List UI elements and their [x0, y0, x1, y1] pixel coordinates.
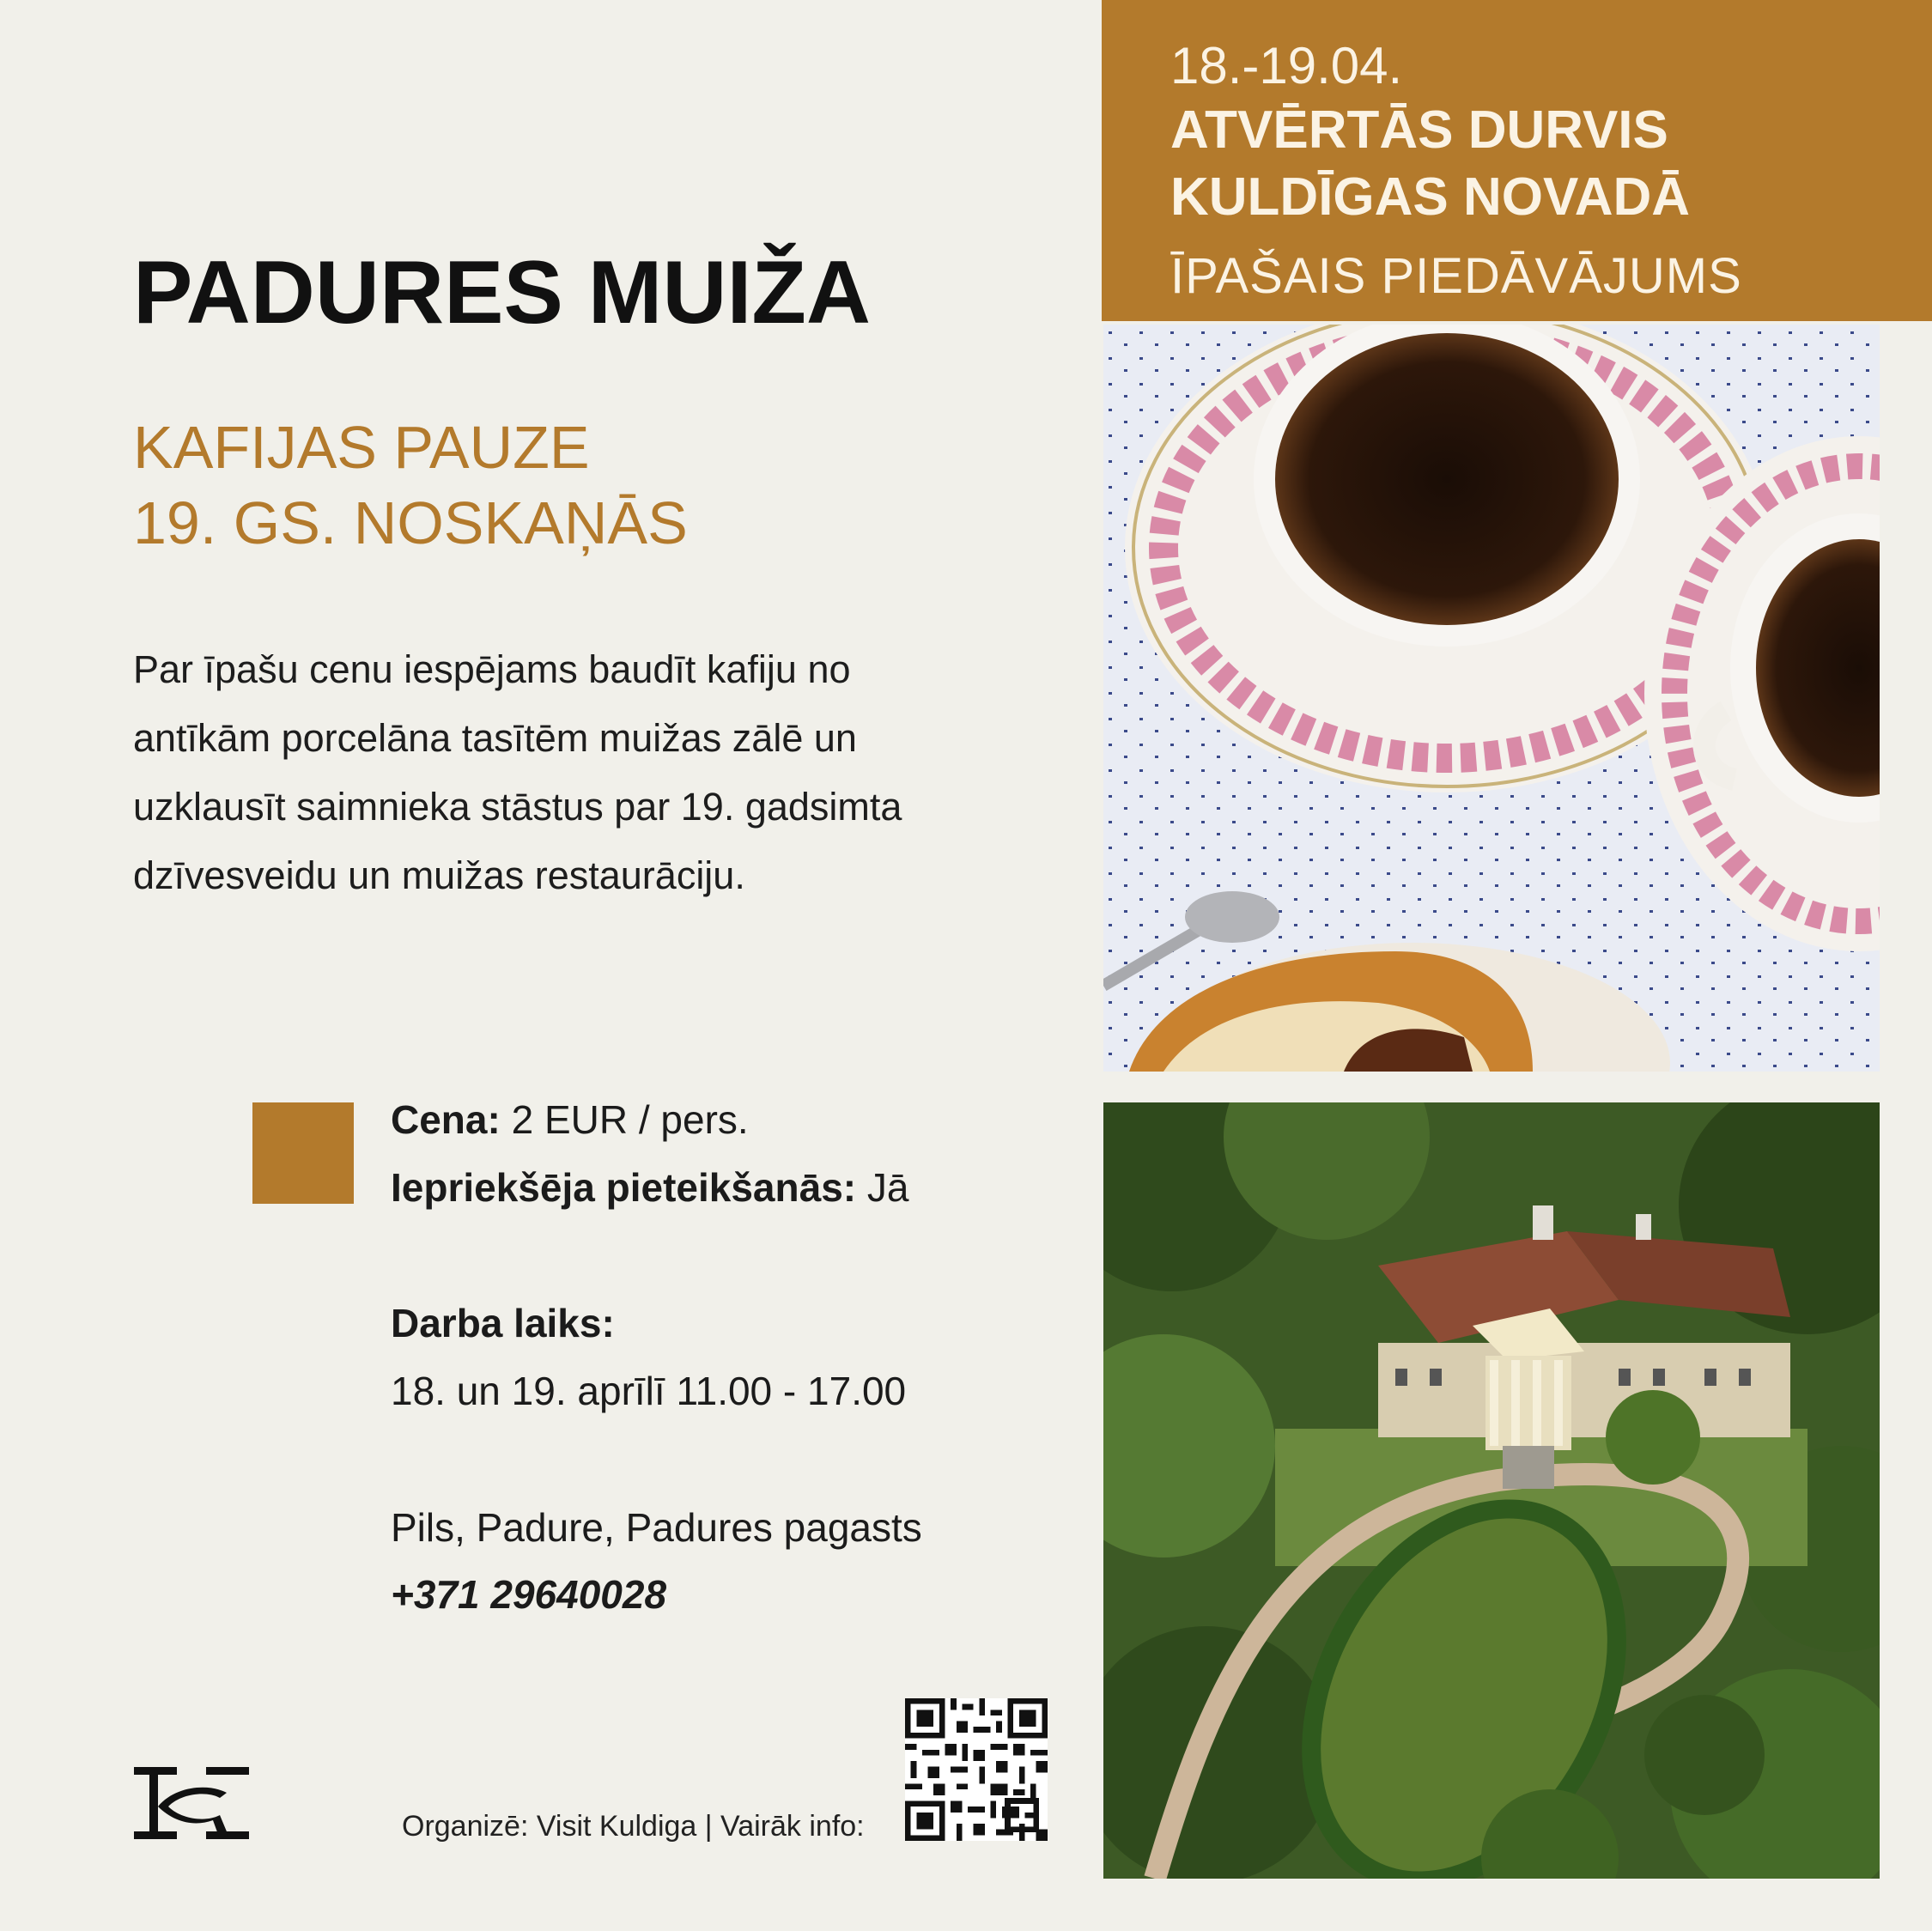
event-banner — [1102, 0, 1932, 321]
booking-row — [391, 1164, 908, 1211]
price-label: Cena: — [391, 1097, 501, 1142]
accent-square — [252, 1102, 354, 1204]
description-line: dzīvesveidu un muižas restaurāciju. — [133, 853, 745, 897]
coffee-cups-photo — [1103, 325, 1880, 1072]
page-title: PADURES MUIŽA — [133, 243, 871, 343]
event-title-line2: KULDĪGAS NOVADĀ — [1170, 167, 1691, 227]
event-title-line1: ATVĒRTĀS DURVIS — [1170, 100, 1668, 160]
description-line: Par īpašu cenu iespējams baudīt kafiju no — [133, 647, 851, 691]
special-offer-label: ĪPAŠAIS PIEDĀVĀJUMS — [1170, 248, 1742, 304]
subtitle — [133, 410, 688, 561]
hours-label-row — [391, 1300, 615, 1346]
phone-text[interactable]: +371 29640028 — [391, 1572, 667, 1617]
description-line: uzklausīt saimnieka stāstus par 19. gadsimta — [133, 785, 902, 829]
description — [133, 635, 1026, 910]
booking-value: Jā — [866, 1165, 909, 1210]
price-value: 2 EUR / pers. — [511, 1097, 749, 1142]
description-line: antīkām porcelāna tasītēm muižas zālē un — [133, 716, 857, 760]
booking-label: Iepriekšēja pieteikšanās: — [391, 1165, 857, 1210]
qr-code-icon[interactable] — [905, 1698, 1048, 1841]
hours-label: Darba laiks: — [391, 1301, 615, 1345]
address: Pils, Padure, Padures pagasts — [391, 1505, 922, 1550]
manor-aerial-photo — [1103, 1102, 1880, 1879]
hours-value: 18. un 19. aprīlī 11.00 - 17.00 — [391, 1369, 907, 1413]
event-dates: 18.-19.04. — [1170, 37, 1403, 94]
kuldiga-logo-icon — [134, 1767, 249, 1839]
footer-text: Organizē: Visit Kuldiga | Vairāk info: — [402, 1810, 865, 1843]
subtitle-line1: KAFIJAS PAUZE — [133, 414, 590, 481]
subtitle-line2: 19. GS. NOSKAŅĀS — [133, 489, 688, 556]
price-row — [391, 1096, 749, 1143]
phone-number[interactable] — [391, 1571, 666, 1618]
